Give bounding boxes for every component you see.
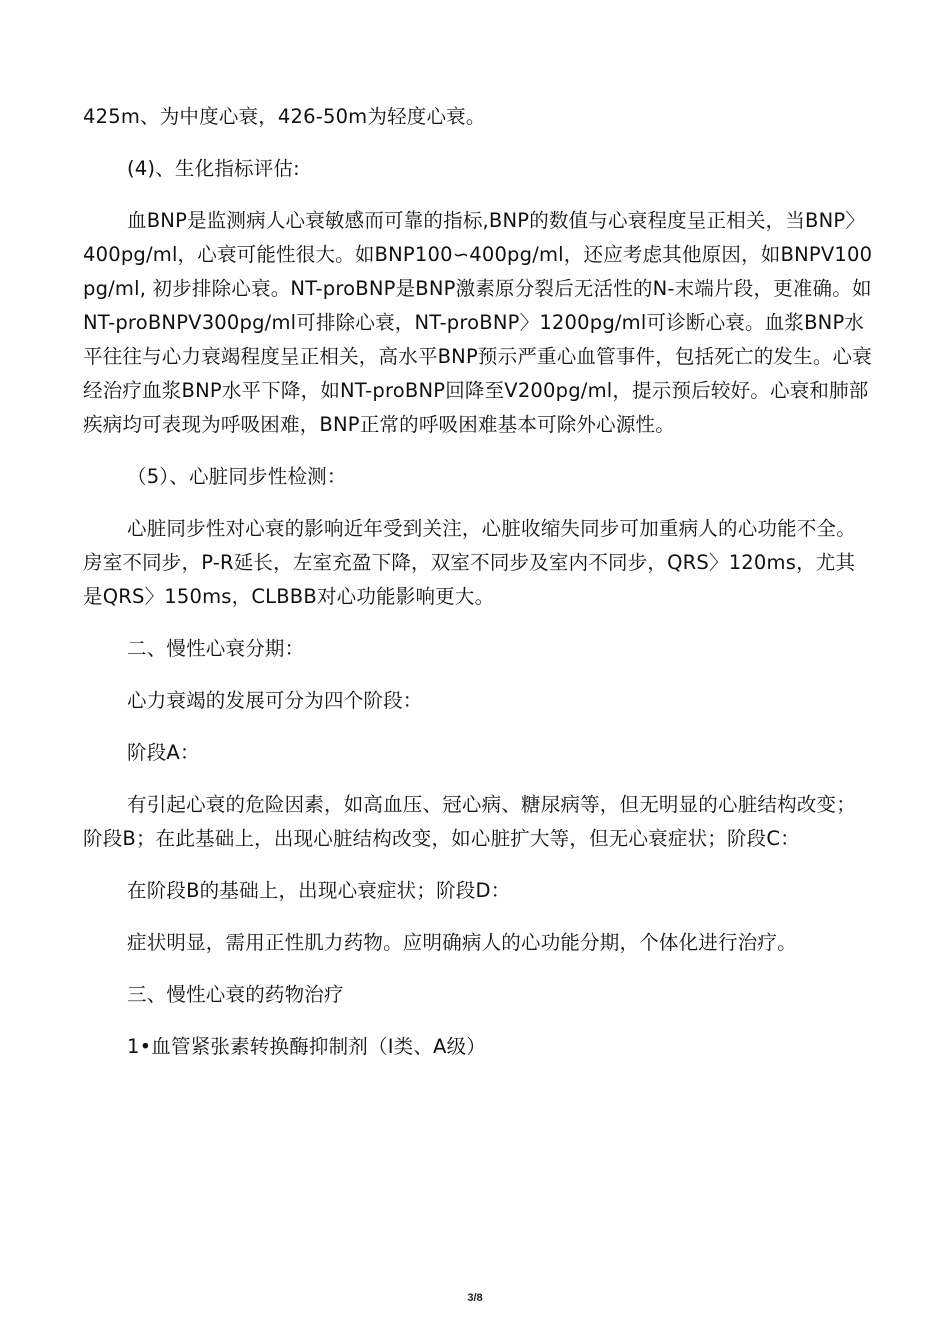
paragraph-stage-d: 症状明显，需用正性肌力药物。应明确病人的心功能分期，个体化进行治疗。 bbox=[127, 931, 797, 954]
paragraph-synchrony: 心脏同步性对心衰的影响近年受到关注，心脏收缩失同步可加重病人的心功能不全。房室不同步，P-R延长，左室充盈下降，双室不同步及室内不同步，QRS〉120ms，尤其是QRS〉150ms，CLBBB对心功能影响更大。 bbox=[83, 517, 856, 608]
heading-biochemical-evaluation: (4)、生化指标评估: bbox=[127, 157, 300, 180]
paragraph-risk-factors: 有引起心衰的危险因素，如高血压、冠心病、糖尿病等，但无明显的心脏结构改变；阶段B；在此基础上，出现心脏结构改变，如心脏扩大等，但无心衰症状；阶段C： bbox=[83, 793, 856, 850]
heading-synchrony-test: （5）、心脏同步性检测： bbox=[127, 465, 347, 488]
paragraph-bnp: 血BNP是监测病人心衰敏感而可靠的指标,BNP的数值与心衰程度呈正相关，当BNP〉400pg/ml，心衰可能性很大。如BNP100∽400pg/ml，还应考虑其他原因，如BNPV100pg/ml, 初步排除心衰。NT-proBNP是BNP激素原分裂后无活性的N-末端片段，更准确。如NT-proBNPV300pg/ml可排除心衰，NT-proBNP〉1200pg/ml可诊断心衰。血浆BNP水平往往与心力衰竭程度呈正相关，高水平BNP预示严重心血管事件，包括死亡的发生。心衰经治疗血浆BNP水平下降，如NT-proBNP回降至V200pg/ml，提示预后较好。心衰和肺部疾病均可表现为呼吸困难，BNP正常的呼吸困难基本可除外心源性。 bbox=[83, 209, 873, 436]
paragraph-stage-a: 阶段A： bbox=[127, 741, 200, 764]
paragraph-walk-test-result: 425m、为中度心衰，426-50m为轻度心衰。 bbox=[83, 105, 486, 128]
page-number: 3/8 bbox=[467, 1292, 483, 1304]
heading-drug-therapy: 三、慢性心衰的药物治疗 bbox=[127, 983, 344, 1006]
page-body bbox=[83, 100, 873, 1064]
heading-chronic-hf-staging: 二、慢性心衰分期： bbox=[127, 637, 305, 660]
paragraph-four-stages: 心力衰竭的发展可分为四个阶段： bbox=[127, 689, 423, 712]
paragraph-stage-c: 在阶段B的基础上，出现心衰症状；阶段D： bbox=[127, 879, 511, 902]
heading-acei: 1•血管紧张素转换酶抑制剂（I类、A级） bbox=[127, 1035, 486, 1058]
